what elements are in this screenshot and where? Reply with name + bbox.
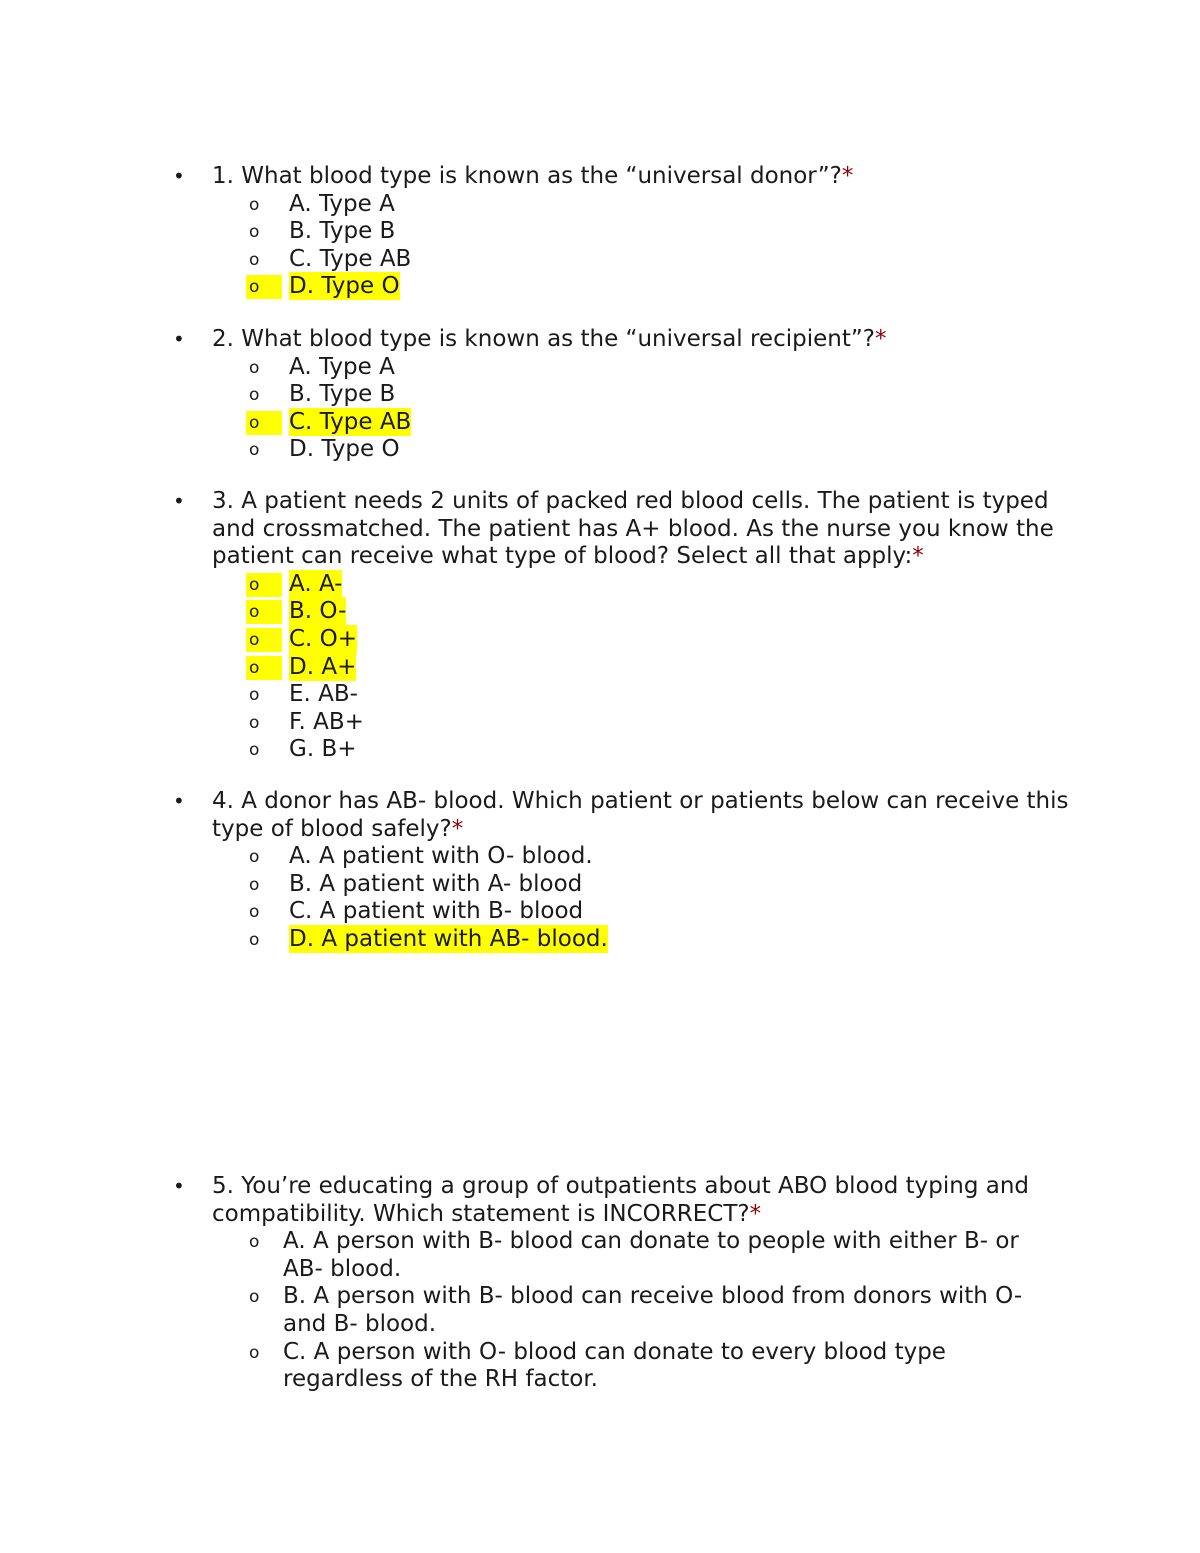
sub-bullet-icon: o bbox=[249, 194, 260, 215]
sub-bullet-icon: o bbox=[246, 411, 282, 435]
sub-bullet-icon: o bbox=[249, 249, 260, 270]
option-item bbox=[170, 381, 1070, 409]
sub-bullet-icon: o bbox=[246, 656, 282, 680]
option-item bbox=[170, 191, 1070, 219]
option-text: A. A person with B- blood can donate to people with either B- or AB- blood. bbox=[283, 1228, 1019, 1282]
option-item-highlighted bbox=[170, 626, 1070, 654]
option-item bbox=[170, 354, 1070, 382]
question-4-stem bbox=[170, 788, 1070, 843]
option-text: F. AB+ bbox=[289, 708, 364, 735]
option-text: A. Type A bbox=[289, 190, 395, 217]
option-item bbox=[170, 709, 1070, 737]
required-asterisk: * bbox=[749, 1200, 762, 1227]
sub-bullet-icon: o bbox=[249, 385, 260, 406]
question-5-stem bbox=[170, 1173, 1070, 1228]
options-list bbox=[170, 571, 1070, 764]
option-item-highlighted bbox=[170, 273, 1070, 301]
option-text: B. O- bbox=[289, 598, 347, 625]
sub-bullet-icon: o bbox=[246, 275, 282, 299]
option-item bbox=[170, 1283, 1063, 1338]
option-text: D. A+ bbox=[289, 653, 357, 680]
option-text: D. Type O bbox=[289, 436, 400, 463]
option-text: B. A person with B- blood can receive blood from donors with O- and B- blood. bbox=[283, 1283, 1023, 1337]
option-item-highlighted bbox=[170, 409, 1070, 437]
option-item-highlighted bbox=[170, 926, 1070, 954]
option-item bbox=[170, 871, 1070, 899]
sub-bullet-icon: o bbox=[249, 874, 260, 895]
sub-bullet-icon: o bbox=[246, 628, 282, 652]
question-2 bbox=[170, 326, 1070, 464]
bullet-icon: • bbox=[173, 789, 185, 813]
sub-bullet-icon: o bbox=[249, 685, 260, 706]
option-item-highlighted bbox=[170, 598, 1070, 626]
options-list bbox=[170, 1228, 1070, 1394]
question-4 bbox=[170, 788, 1070, 954]
bullet-icon: • bbox=[173, 164, 185, 188]
option-item bbox=[170, 736, 1070, 764]
question-text: 1. What blood type is known as the “universal donor”? bbox=[212, 163, 842, 189]
option-text: C. Type AB bbox=[289, 245, 412, 272]
sub-bullet-icon: o bbox=[249, 847, 260, 868]
sub-bullet-icon: o bbox=[249, 222, 260, 243]
bullet-icon: • bbox=[173, 1174, 185, 1198]
required-asterisk: * bbox=[451, 815, 464, 842]
option-item bbox=[170, 218, 1070, 246]
sub-bullet-icon: o bbox=[246, 600, 282, 624]
option-text: C. A person with O- blood can donate to every blood type regardless of the RH factor. bbox=[283, 1338, 946, 1393]
sub-bullet-icon: o bbox=[249, 1287, 260, 1308]
option-text: B. Type B bbox=[289, 381, 396, 408]
sub-bullet-icon: o bbox=[249, 357, 260, 378]
option-text: D. A patient with AB- blood. bbox=[289, 925, 608, 952]
sub-bullet-icon: o bbox=[249, 902, 260, 923]
sub-bullet-icon: o bbox=[249, 712, 260, 733]
option-text: A. A patient with O- blood. bbox=[289, 843, 593, 870]
option-item-highlighted bbox=[170, 654, 1070, 682]
required-asterisk: * bbox=[841, 163, 854, 189]
options-list bbox=[170, 354, 1070, 464]
option-text: B. A patient with A- blood bbox=[289, 870, 583, 897]
sub-bullet-icon: o bbox=[249, 929, 260, 950]
question-5 bbox=[170, 1173, 1070, 1394]
option-item bbox=[170, 898, 1070, 926]
option-text: B. Type B bbox=[289, 218, 396, 245]
bullet-icon: • bbox=[173, 489, 185, 513]
option-item bbox=[170, 843, 1070, 871]
sub-bullet-icon: o bbox=[249, 1342, 260, 1363]
sub-bullet-icon: o bbox=[249, 440, 260, 461]
question-1 bbox=[170, 163, 1070, 301]
question-2-stem bbox=[170, 326, 1070, 354]
option-text: C. O+ bbox=[289, 625, 358, 652]
option-text: G. B+ bbox=[289, 736, 357, 763]
option-item bbox=[170, 1228, 1063, 1283]
option-text: D. Type O bbox=[289, 273, 400, 300]
question-text: 4. A donor has AB- blood. Which patient or patients below can receive this type of blood safely? bbox=[212, 788, 1069, 842]
question-text: 3. A patient needs 2 units of packed red blood cells. The patient is typed and crossmatched. The patient has A+ blood. As the nurse you know the patient can receive what type of blood? Select all that apply: bbox=[212, 488, 1054, 570]
option-text: A. Type A bbox=[289, 353, 395, 380]
question-text: 2. What blood type is known as the “universal recipient”? bbox=[212, 326, 875, 352]
option-item bbox=[170, 246, 1070, 274]
option-item bbox=[170, 1339, 1063, 1394]
sub-bullet-icon: o bbox=[246, 573, 282, 597]
option-item bbox=[170, 436, 1070, 464]
question-1-stem bbox=[170, 163, 1070, 191]
option-text: E. AB- bbox=[289, 681, 358, 708]
sub-bullet-icon: o bbox=[249, 740, 260, 761]
option-item bbox=[170, 681, 1070, 709]
option-text: A. A- bbox=[289, 570, 343, 597]
required-asterisk: * bbox=[912, 543, 924, 570]
option-item-highlighted bbox=[170, 571, 1070, 599]
question-3 bbox=[170, 488, 1070, 764]
options-list bbox=[170, 191, 1070, 301]
question-text: 5. You’re educating a group of outpatients about ABO blood typing and compatibility. Which statement is INCORRECT? bbox=[212, 1173, 1030, 1227]
required-asterisk: * bbox=[874, 326, 887, 352]
option-text: C. A patient with B- blood bbox=[289, 898, 584, 925]
sub-bullet-icon: o bbox=[249, 1232, 260, 1253]
options-list bbox=[170, 843, 1070, 953]
question-3-stem bbox=[170, 488, 1070, 571]
bullet-icon: • bbox=[173, 327, 185, 351]
option-text: C. Type AB bbox=[289, 408, 412, 435]
